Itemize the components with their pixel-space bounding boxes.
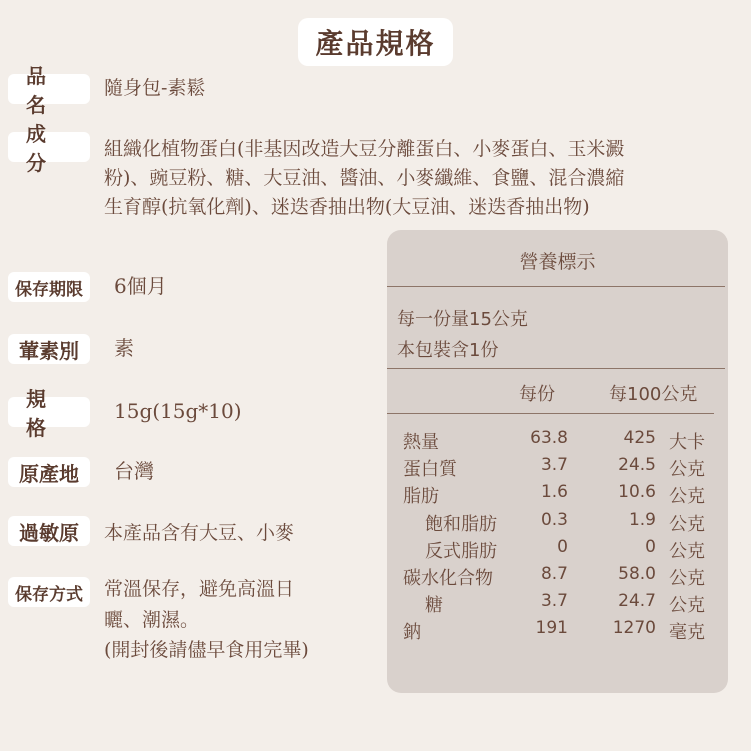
value-storage-line-1: 常溫保存，避免高溫日 [104, 578, 295, 600]
value-product-name: 隨身包-素鬆 [104, 77, 206, 99]
value-per-serving: 191 [535, 618, 568, 639]
column-header-per-serving: 每份 [519, 384, 555, 405]
value-origin: 台灣 [114, 459, 154, 483]
value-storage-line-3: (開封後請儘早食用完畢) [104, 639, 309, 661]
nutrient-name: 鈉 [403, 622, 421, 644]
value-ingredients-line-2: 粉)、豌豆粉、糖、大豆油、醬油、小麥纖維、食鹽、混合濃縮 [104, 167, 625, 189]
label-shelf-life: 保存期限 [8, 272, 90, 302]
value-per-serving: 63.8 [530, 428, 568, 448]
value-per-100g: 1270 [612, 618, 656, 639]
nutrient-name: 糖 [425, 595, 443, 617]
label-diet-type: 葷素別 [8, 334, 90, 364]
label-spec: 規 格 [8, 397, 90, 427]
nutrient-name: 飽和脂肪 [425, 513, 497, 535]
nutrition-row [387, 537, 728, 564]
column-header-per-100g: 每100公克 [609, 384, 698, 405]
divider [387, 286, 725, 287]
unit: 公克 [669, 513, 705, 535]
unit: 公克 [669, 540, 705, 562]
value-per-100g: 1.9 [628, 509, 656, 530]
servings-per-pack: 本包裝含1份 [397, 340, 499, 361]
unit: 公克 [669, 595, 705, 617]
nutrient-name: 碳水化合物 [403, 568, 493, 589]
label-ingredients: 成 分 [8, 132, 90, 162]
nutrition-row [387, 455, 728, 482]
divider [387, 413, 714, 414]
value-storage-line-2: 曬、潮濕。 [104, 609, 200, 631]
serving-size: 每一份量15公克 [397, 309, 528, 330]
value-per-serving: 1.6 [540, 482, 568, 503]
value-per-100g: 425 [623, 428, 656, 448]
nutrient-name: 蛋白質 [403, 459, 457, 481]
value-per-serving: 0 [557, 536, 568, 557]
label-product-name: 品 名 [8, 74, 90, 104]
value-diet-type: 素 [114, 336, 134, 360]
unit: 大卡 [669, 432, 705, 453]
nutrient-name: 脂肪 [403, 486, 439, 508]
label-storage: 保存方式 [8, 577, 90, 607]
unit: 毫克 [669, 622, 705, 644]
value-ingredients-line-3: 生育醇(抗氧化劑)、迷迭香抽出物(大豆油、迷迭香抽出物) [104, 196, 590, 218]
divider [387, 368, 725, 369]
unit: 公克 [669, 486, 705, 508]
nutrition-row [387, 510, 728, 537]
value-per-100g: 0 [645, 536, 656, 557]
value-per-serving: 0.3 [540, 509, 568, 530]
label-allergen: 過敏原 [8, 516, 90, 546]
page-title: 產品規格 [298, 18, 453, 66]
nutrition-row [387, 428, 728, 455]
value-per-serving: 3.7 [540, 591, 568, 612]
value-per-serving: 8.7 [540, 564, 568, 584]
value-spec: 15g(15g*10) [114, 399, 242, 423]
value-per-100g: 58.0 [618, 564, 656, 584]
nutrition-row [387, 564, 728, 591]
value-per-serving: 3.7 [540, 455, 568, 476]
value-per-100g: 24.7 [618, 591, 656, 612]
value-ingredients-line-1: 組織化植物蛋白(非基因改造大豆分離蛋白、小麥蛋白、玉米澱 [104, 138, 625, 160]
value-per-100g: 10.6 [618, 482, 656, 503]
nutrition-row [387, 618, 728, 645]
nutrient-name: 反式脂肪 [425, 540, 497, 562]
nutrition-row [387, 482, 728, 509]
unit: 公克 [669, 568, 705, 589]
nutrition-title: 營養標示 [519, 251, 596, 273]
nutrient-name: 熱量 [403, 432, 439, 453]
value-allergen: 本產品含有大豆、小麥 [104, 522, 295, 544]
nutrition-facts-panel [387, 230, 728, 693]
unit: 公克 [669, 459, 705, 481]
value-per-100g: 24.5 [618, 455, 656, 476]
label-origin: 原產地 [8, 457, 90, 487]
value-shelf-life: 6個月 [114, 274, 167, 298]
nutrition-row [387, 591, 728, 618]
